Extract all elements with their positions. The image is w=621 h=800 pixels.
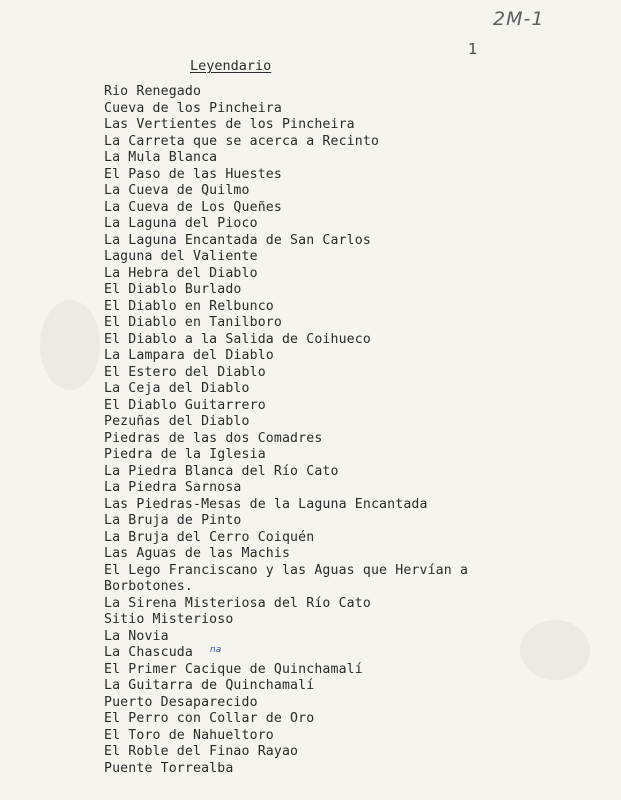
list-item: Laguna del Valiente <box>104 249 258 264</box>
list-item: La Bruja de Pinto <box>104 513 242 528</box>
list-item: Las Vertientes de los Pincheira <box>104 117 355 132</box>
list-item: La Bruja del Cerro Coiquén <box>104 529 315 545</box>
list-item: Las Aguas de las Machis <box>104 546 291 561</box>
list-item: La Ceja del Diablo <box>104 381 250 396</box>
list-item: La Lampara del Diablo <box>104 348 274 363</box>
list-item: La Cueva de Los Queñes <box>104 199 282 215</box>
list-item: El Diablo Burlado <box>104 282 242 297</box>
list-item: El Estero del Diablo <box>104 364 266 380</box>
list-item: Puente Torrealba <box>104 760 234 776</box>
handwritten-annotation: na <box>210 645 222 655</box>
list-item: El Toro de Nahueltoro <box>104 727 274 743</box>
list-item: Sitio Misterioso <box>104 612 234 627</box>
list-item: La Sirena Misteriosa del Río Cato <box>104 595 371 611</box>
list-item: Puerto Desaparecido <box>104 694 258 710</box>
list-item: La Piedra Sarnosa <box>104 480 242 495</box>
list-item: Las Piedras-Mesas de la Laguna Encantada <box>104 496 428 512</box>
list-item: Cueva de los Pincheira <box>104 100 282 116</box>
paper-smudge <box>40 300 100 390</box>
list-item: La Piedra Blanca del Río Cato <box>104 463 339 479</box>
list-item: El Primer Cacique de Quinchamalí <box>104 661 363 677</box>
list-item: Piedras de las dos Comadres <box>104 430 323 446</box>
list-item: La Laguna Encantada de San Carlos <box>104 232 371 248</box>
list-item: El Diablo a la Salida de Coihueco <box>104 331 371 347</box>
list-item: El Perro con Collar de Oro <box>104 711 315 726</box>
list-item: Borbotones. <box>104 579 193 594</box>
document-title: Leyendario <box>190 58 272 74</box>
list-item: Rio Renegado <box>104 84 202 99</box>
list-item: Piedra de la Iglesia <box>104 447 266 462</box>
list-item: El Diablo en Relbunco <box>104 298 274 314</box>
list-item: La Hebra del Diablo <box>104 265 258 281</box>
list-item: Pezuñas del Diablo <box>104 414 250 429</box>
list-item: El Roble del Finao Rayao <box>104 744 299 759</box>
list-item: La Cueva de Quilmo <box>104 183 250 198</box>
list-item: El Diablo Guitarrero <box>104 397 266 413</box>
list-item: La Novia <box>104 628 169 644</box>
list-item: La Chascuda <box>104 645 193 660</box>
list-item: La Mula Blanca <box>104 150 218 165</box>
handwritten-page-number: 1 <box>468 40 478 58</box>
list-item: El Paso de las Huestes <box>104 166 282 182</box>
list-item: La Guitarra de Quinchamalí <box>104 678 315 693</box>
list-item: La Laguna del Pioco <box>104 216 258 231</box>
list-item: El Lego Franciscano y las Aguas que Hervían a <box>104 562 469 578</box>
list-item: El Diablo en Tanilboro <box>104 315 282 330</box>
handwritten-reference-code: 2M-1 <box>493 8 545 30</box>
paper-smudge <box>520 620 590 680</box>
list-item: La Carreta que se acerca a Recinto <box>104 133 380 149</box>
legend-list <box>104 84 468 777</box>
